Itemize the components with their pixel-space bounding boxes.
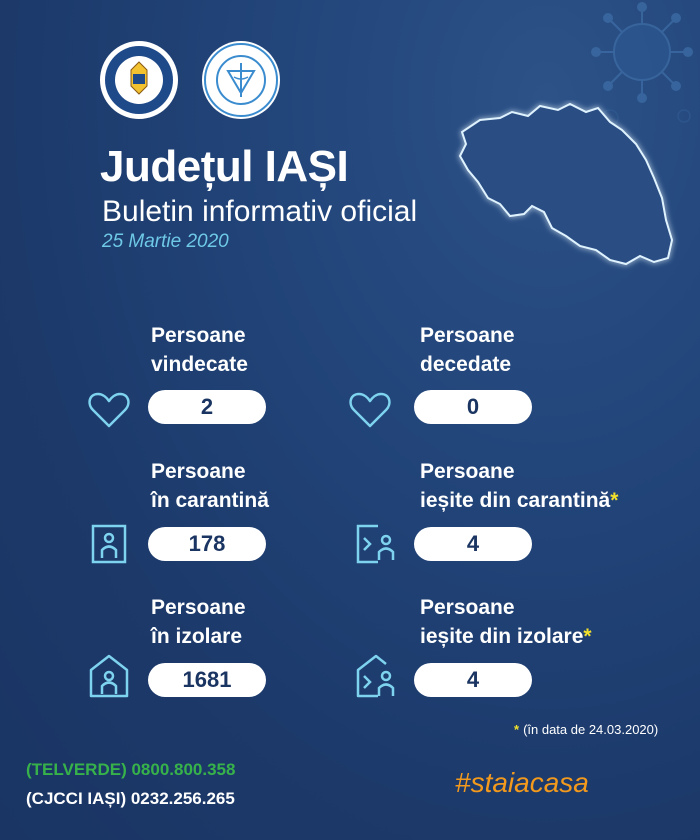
person-in-room-icon — [85, 520, 133, 568]
stat-deceased-value: 0 — [414, 390, 532, 424]
footnote-text: (în data de 24.03.2020) — [523, 722, 659, 737]
romanian-government-seal-icon — [103, 44, 175, 116]
asterisk-marker: * — [514, 722, 520, 737]
stat-label-line2: ieșite din carantină — [420, 489, 611, 512]
stat-label-line1: Persoane — [420, 460, 515, 483]
cjcci-phone[interactable]: (CJCCI IAȘI) 0232.256.265 — [26, 789, 235, 808]
person-in-house-icon — [85, 652, 133, 700]
stat-isolation-value: 1681 — [148, 663, 266, 697]
stat-label-line1: Persoane — [151, 596, 246, 619]
stat-label-line2: în carantină — [151, 489, 269, 512]
person-exit-house-icon — [352, 652, 400, 700]
stat-isolation-label — [151, 593, 246, 651]
dsp-iasi-logo — [202, 41, 280, 119]
stat-label-line1: Persoane — [420, 596, 515, 619]
stat-quarantine-exit-label — [420, 457, 618, 515]
asterisk-marker: * — [583, 625, 592, 648]
stat-label-line2: decedate — [420, 353, 512, 376]
page-title: Județul IAȘI — [100, 142, 349, 191]
romanian-government-logo — [100, 41, 178, 119]
heart-icon — [346, 386, 394, 434]
stat-quarantine-label — [151, 457, 269, 515]
stat-isolation-exit-value: 4 — [414, 663, 532, 697]
stat-label-line1: Persoane — [151, 460, 246, 483]
hashtag: #staiacasa — [455, 767, 589, 798]
telverde-phone[interactable]: (TELVERDE) 0800.800.358 — [26, 760, 236, 779]
stat-label-line1: Persoane — [151, 324, 246, 347]
stat-isolation-exit-label — [420, 593, 592, 651]
page-subtitle: Buletin informativ oficial — [102, 195, 418, 228]
person-exit-room-icon — [352, 520, 400, 568]
stat-label-line2: ieșite din izolare — [420, 625, 584, 648]
bulletin-date: 25 Martie 2020 — [102, 231, 229, 252]
asterisk-marker: * — [610, 489, 619, 512]
public-health-directorate-seal-icon — [202, 41, 280, 119]
heart-icon — [85, 386, 133, 434]
stat-label-line1: Persoane — [420, 324, 515, 347]
stat-recovered-label — [151, 321, 248, 379]
stat-deceased-label — [420, 321, 515, 379]
stat-label-line2: vindecate — [151, 353, 248, 376]
stat-label-line2: în izolare — [151, 625, 243, 648]
stat-quarantine-exit-value: 4 — [414, 527, 532, 561]
iasi-county-map — [440, 100, 690, 280]
footnote — [514, 722, 658, 737]
stat-quarantine-value: 178 — [148, 527, 266, 561]
stat-recovered-value: 2 — [148, 390, 266, 424]
